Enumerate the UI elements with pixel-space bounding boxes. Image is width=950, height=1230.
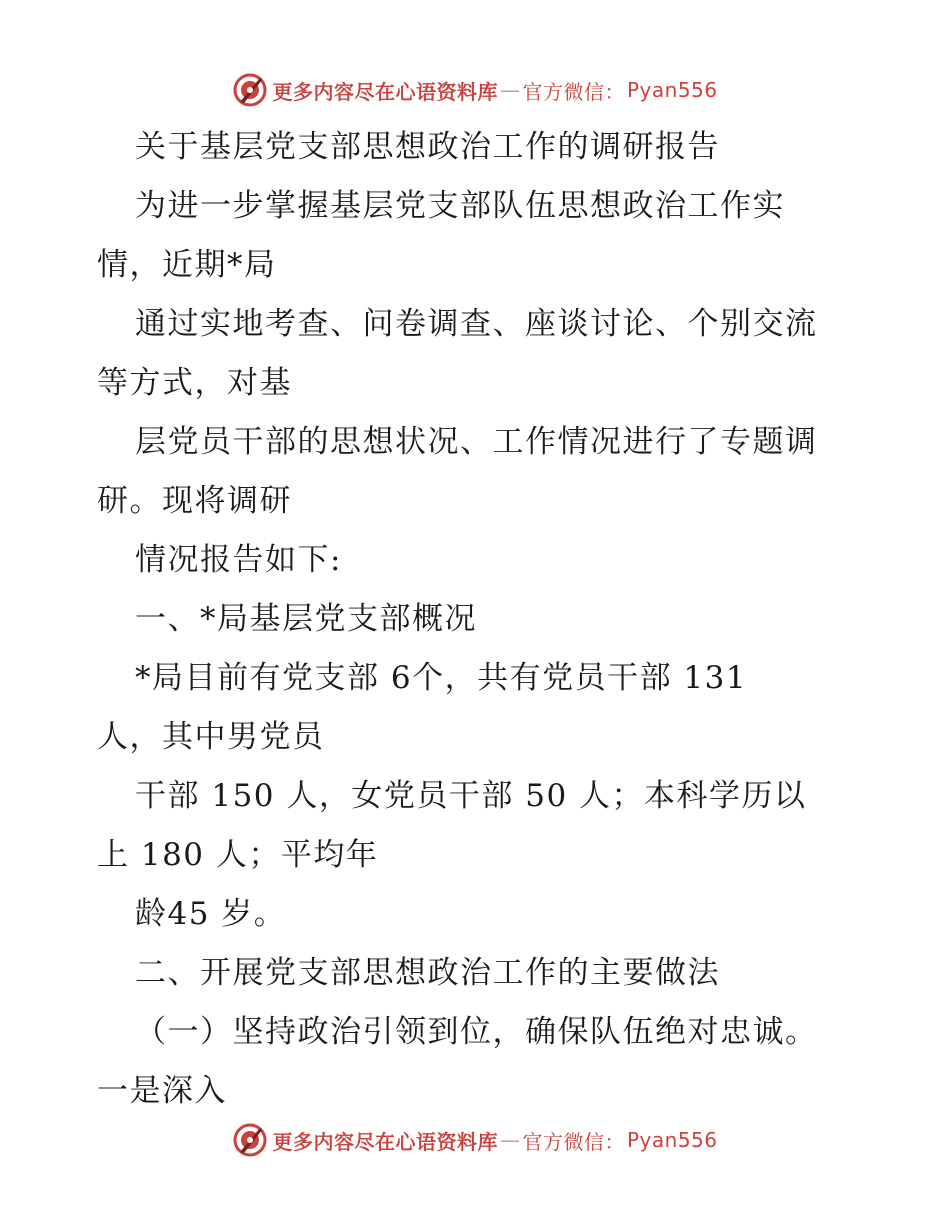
- paragraph-line: *局目前有党支部 6个，共有党员干部 131: [135, 660, 748, 696]
- watermark-wechat-id: Pyan556: [626, 1128, 718, 1152]
- watermark-wechat-label: 官方微信：: [522, 1129, 625, 1154]
- paragraph-line: 通过实地考查、问卷调查、座谈讨论、个别交流: [135, 306, 818, 342]
- paragraph-line: 干部 150 人，女党员干部 50 人；本科学历以: [135, 778, 807, 814]
- paragraph-line: 为进一步掌握基层党支部队伍思想政治工作实: [135, 188, 785, 224]
- watermark-text: 更多内容尽在心语资料库: [272, 1129, 498, 1154]
- watermark-text: 更多内容尽在心语资料库: [272, 79, 498, 104]
- quill-seal-icon: [232, 1122, 268, 1158]
- document-body: [97, 118, 857, 1121]
- section-heading: 一、*局基层党支部概况: [135, 601, 477, 637]
- paragraph-line: 上 180 人；平均年: [97, 837, 379, 873]
- paragraph-line: 人，其中男党员: [97, 719, 325, 755]
- quill-seal-icon: [232, 72, 268, 108]
- header-watermark: [0, 70, 950, 110]
- watermark-wechat-label: 官方微信：: [522, 79, 625, 104]
- paragraph-line: 研。现将调研: [97, 483, 292, 519]
- paragraph-line: 等方式，对基: [97, 365, 292, 401]
- subsection-heading: （一）坚持政治引领到位，确保队伍绝对忠诚。: [135, 1014, 818, 1050]
- footer-watermark: [0, 1120, 950, 1160]
- paragraph-line: 一是深入: [97, 1073, 227, 1109]
- paragraph-line: 层党员干部的思想状况、工作情况进行了专题调: [135, 424, 818, 460]
- watermark-separator: —: [499, 1128, 521, 1152]
- document-title: 关于基层党支部思想政治工作的调研报告: [135, 129, 720, 165]
- paragraph-line: 情况报告如下:: [135, 542, 342, 578]
- paragraph-line: 龄45 岁。: [135, 896, 287, 932]
- watermark-wechat-id: Pyan556: [626, 78, 718, 102]
- watermark-separator: —: [499, 78, 521, 102]
- section-heading: 二、开展党支部思想政治工作的主要做法: [135, 955, 720, 991]
- paragraph-line: 情，近期*局: [97, 247, 277, 283]
